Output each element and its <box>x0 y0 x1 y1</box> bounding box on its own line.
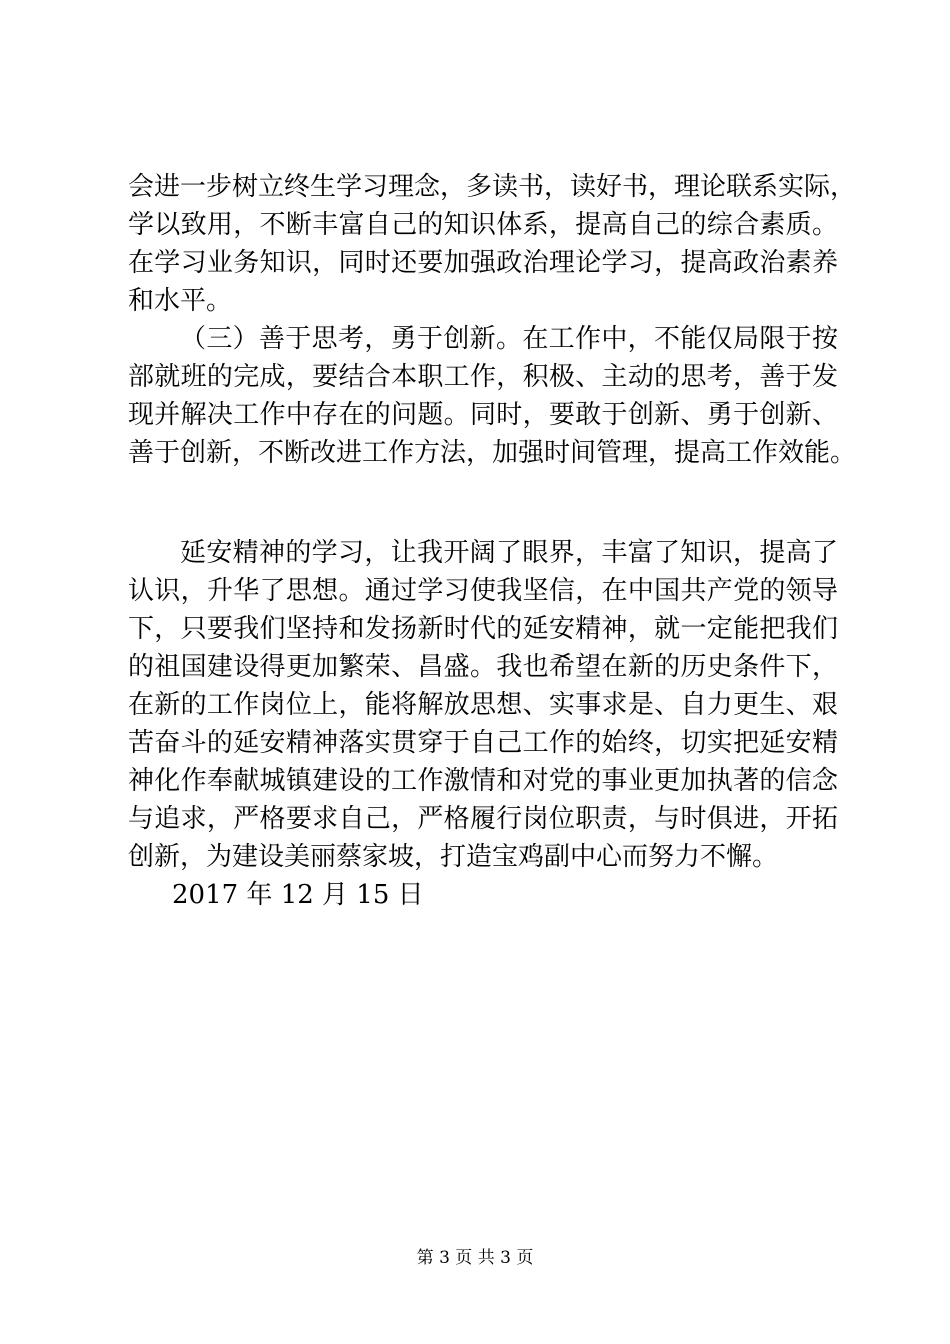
text-line: 创新，为建设美丽蔡家坡，打造宝鸡副中心而努力不懈。 <box>128 842 779 872</box>
paragraph-conclusion <box>128 534 838 876</box>
text-line: 在新的工作岗位上，能将解放思想、实事求是、自力更生、艰 <box>128 690 838 720</box>
text-line: 在学习业务知识，同时还要加强政治理论学习，提高政治素养 <box>128 248 838 278</box>
paragraph-innovation <box>128 320 857 472</box>
text-line: 现并解决工作中存在的问题。同时，要敢于创新、勇于创新、 <box>128 400 838 430</box>
text-line: 与追求，严格要求自己，严格履行岗位职责，与时俱进，开拓 <box>128 804 838 834</box>
text-line: 下，只要我们坚持和发扬新时代的延安精神，就一定能把我们 <box>128 614 838 644</box>
text-line: 学以致用，不断丰富自己的知识体系，提高自己的综合素质。 <box>128 210 838 240</box>
text-line: 苦奋斗的延安精神落实贯穿于自己工作的始终，切实把延安精 <box>128 728 838 758</box>
text-line: （三）善于思考，勇于创新。在工作中，不能仅局限于按 <box>180 324 838 354</box>
paragraph-spacer <box>128 472 838 534</box>
text-line: 的祖国建设得更加繁荣、昌盛。我也希望在新的历史条件下， <box>128 652 838 682</box>
page-number-footer: 第 3 页 共 3 页 <box>416 1248 534 1268</box>
text-line: 延安精神的学习，让我开阔了眼界，丰富了知识，提高了 <box>180 538 838 568</box>
text-line: 部就班的完成，要结合本职工作，积极、主动的思考，善于发 <box>128 362 838 392</box>
text-line: 认识，升华了思想。通过学习使我坚信，在中国共产党的领导 <box>128 576 838 606</box>
text-line: 善于创新，不断改进工作方法，加强时间管理，提高工作效能。 <box>128 438 857 468</box>
text-line: 和水平。 <box>128 286 233 316</box>
document-body <box>128 168 857 914</box>
text-line: 神化作奉献城镇建设的工作激情和对党的事业更加执著的信念 <box>128 766 838 796</box>
text-line: 会进一步树立终生学习理念，多读书，读好书，理论联系实际， <box>128 172 857 202</box>
paragraph-lifelong-learning <box>128 168 857 320</box>
document-date: 2017 年 12 月 15 日 <box>172 880 424 910</box>
